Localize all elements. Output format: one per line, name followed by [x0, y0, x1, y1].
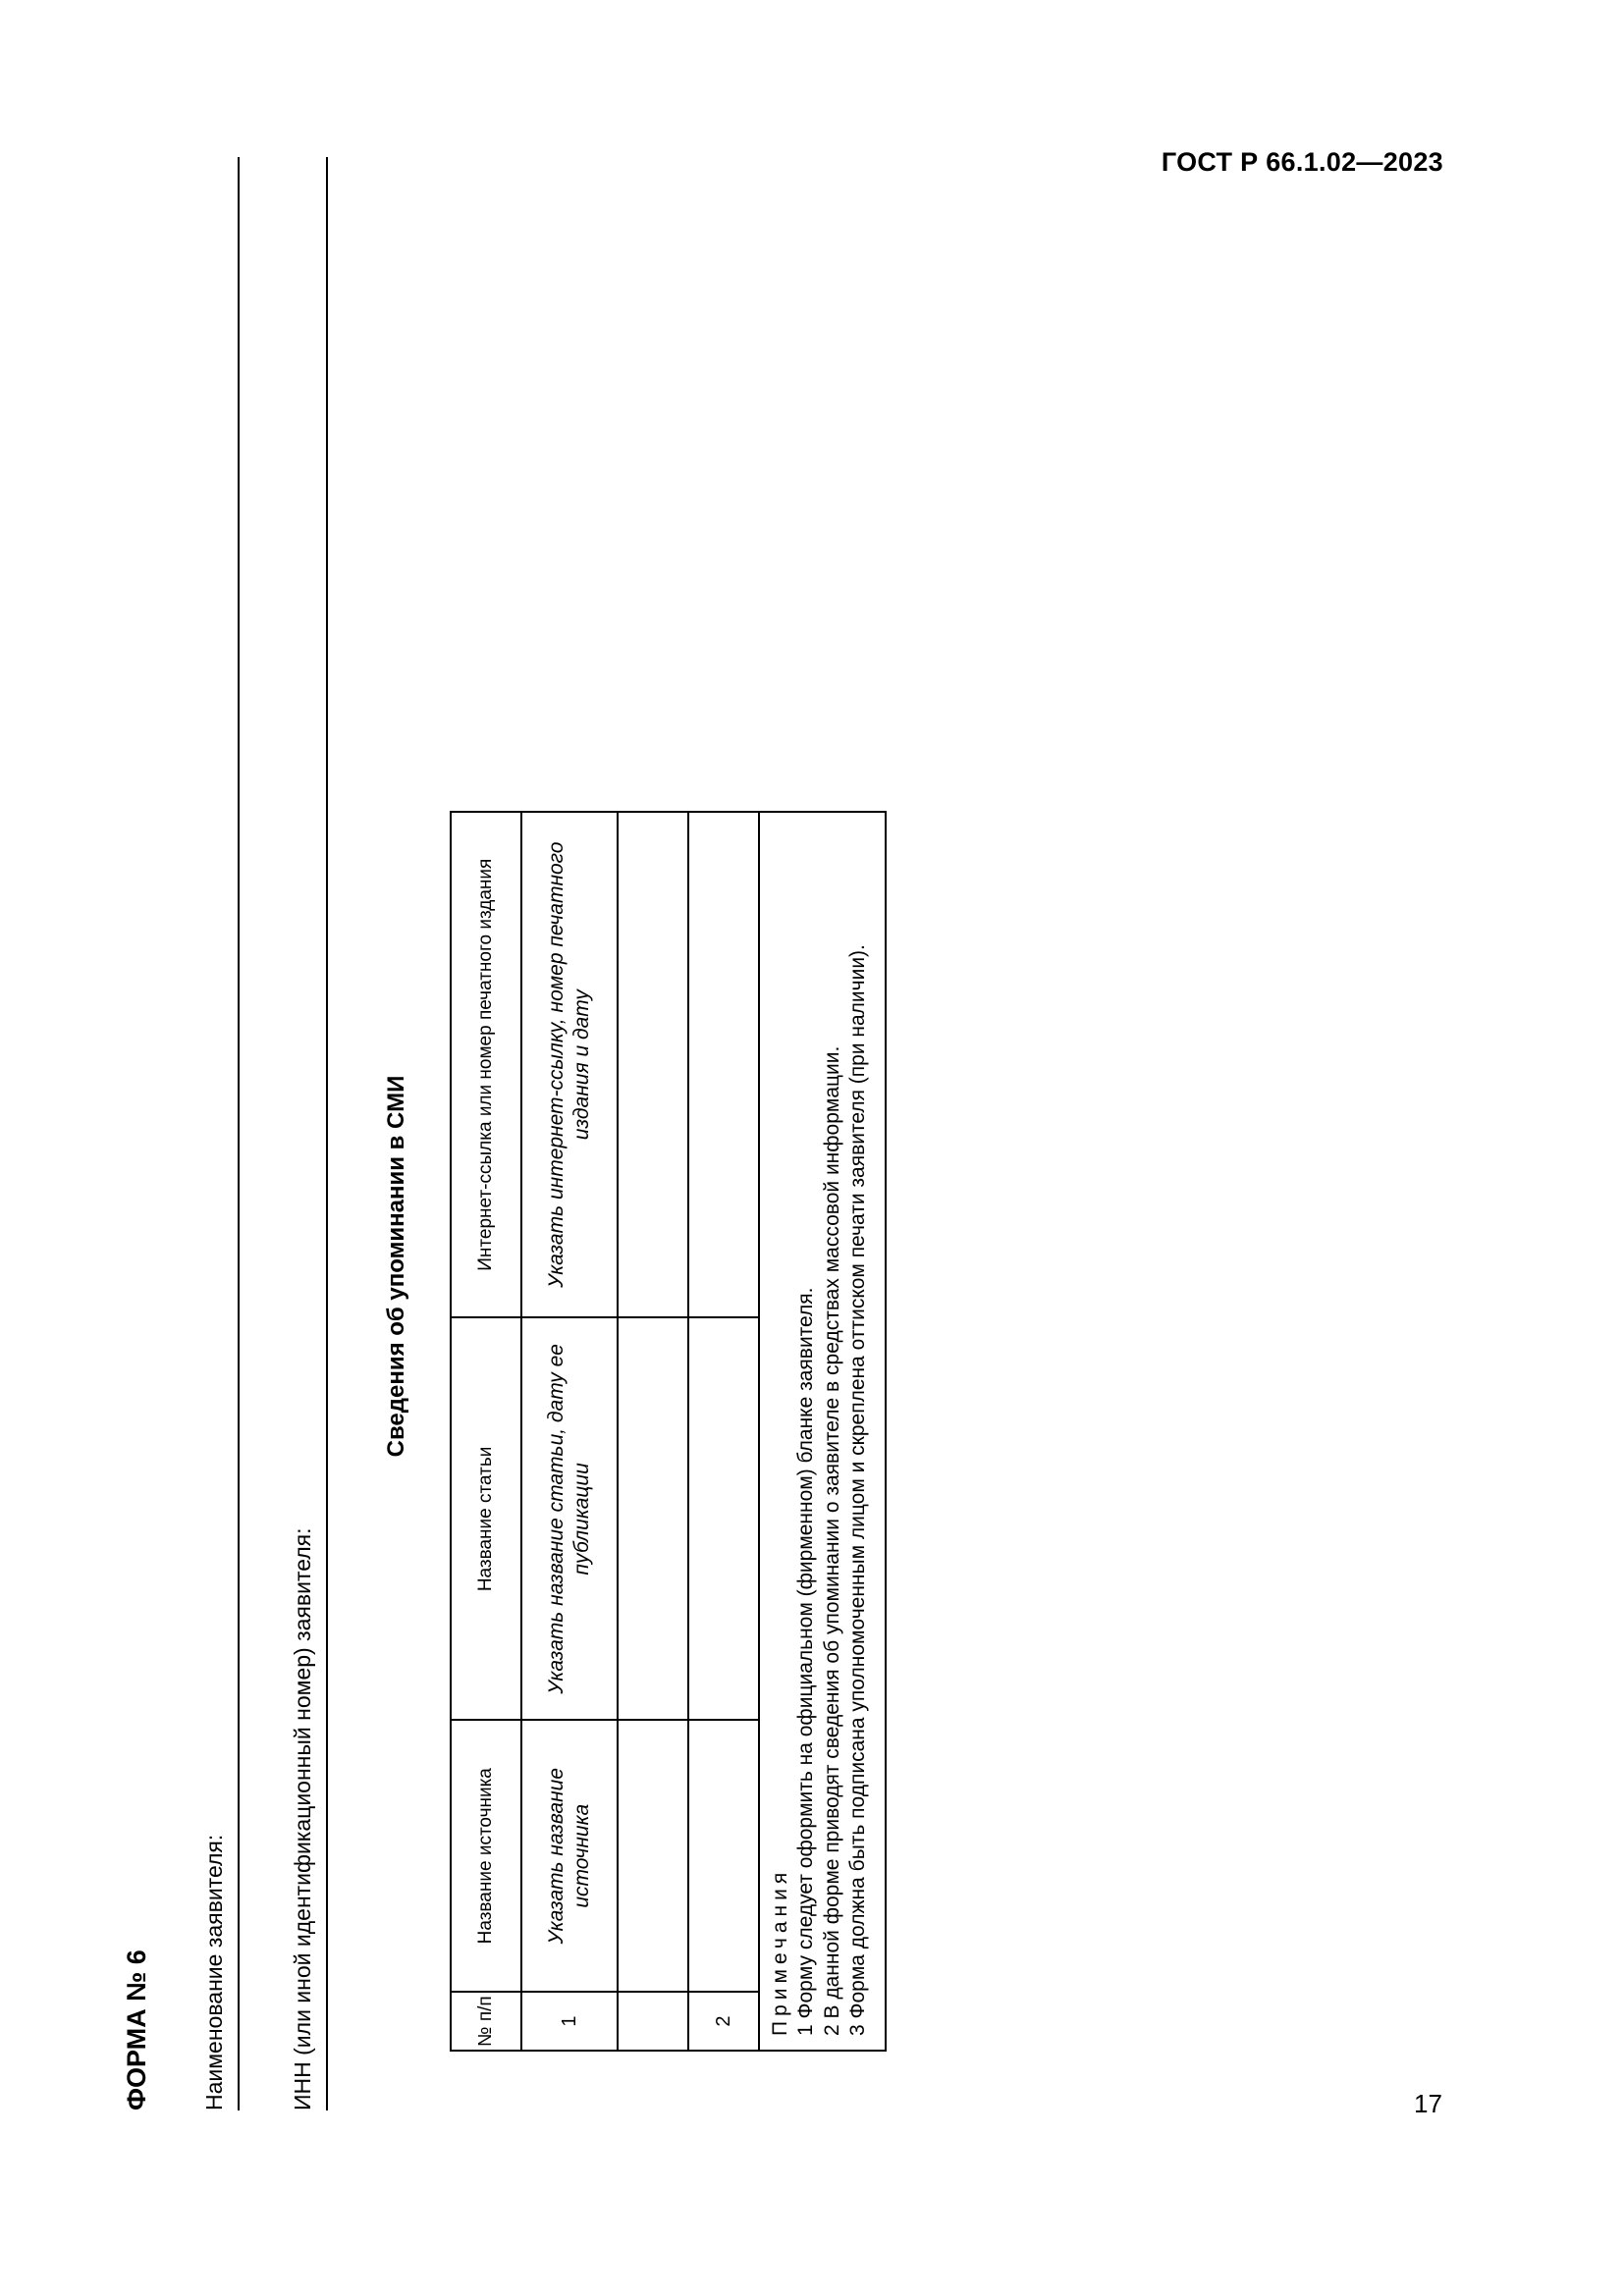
applicant-inn-line[interactable]: [326, 157, 328, 2110]
link-cell[interactable]: [618, 812, 688, 1317]
article-cell[interactable]: Указать название статьи, дату ее публикации: [521, 1317, 618, 1720]
applicant-name-label: Наименование заявителя:: [201, 1834, 227, 2110]
applicant-inn-label: ИНН (или иной идентификационный номер) заявителя:: [290, 1527, 315, 2110]
table-row: [521, 812, 618, 2051]
column-header: Интернет-ссылка или номер печатного издания: [451, 812, 521, 1317]
row-number: [618, 1992, 688, 2051]
rotated-form: [108, 226, 913, 2110]
column-header: Название источника: [451, 1720, 521, 1992]
link-cell[interactable]: Указать интернет-ссылку, номер печатного издания и дату: [521, 812, 618, 1317]
article-cell[interactable]: [618, 1317, 688, 1720]
table-title: Сведения об упоминании в СМИ: [383, 1075, 409, 1458]
column-header: № п/п: [451, 1992, 521, 2051]
table-row: [618, 812, 688, 2051]
note-item: 1 Форму следует оформить на официальном (фирменном) бланке заявителя.: [794, 1287, 818, 2036]
row-number: 1: [521, 1992, 618, 2051]
link-cell[interactable]: [688, 812, 759, 1317]
row-number: 2: [688, 1992, 759, 2051]
applicant-name-line[interactable]: [238, 157, 240, 2110]
notes-row: [759, 812, 886, 2051]
notes-cell: [759, 812, 886, 2051]
form-title: ФОРМА № 6: [122, 1949, 151, 2110]
column-header: Название статьи: [451, 1317, 521, 1720]
note-item: 2 В данной форме приводят сведения об упоминании о заявителе в средствах массовой информации.: [820, 1045, 843, 2036]
page-number: 17: [1414, 2089, 1442, 2118]
note-item: 3 Форма должна быть подписана уполномоченным лицом и скреплена оттиском печати заявителя (при наличии).: [845, 944, 869, 2036]
source-cell[interactable]: [618, 1720, 688, 1992]
notes-heading: Примечания: [769, 1867, 791, 2036]
mentions-table: [450, 811, 887, 2052]
article-cell[interactable]: [688, 1317, 759, 1720]
table-row: [688, 812, 759, 2051]
standard-code: ГОСТ Р 66.1.02—2023: [1161, 147, 1443, 177]
source-cell[interactable]: Указать название источника: [521, 1720, 618, 1992]
source-cell[interactable]: [688, 1720, 759, 1992]
table-header-row: [451, 812, 521, 2051]
